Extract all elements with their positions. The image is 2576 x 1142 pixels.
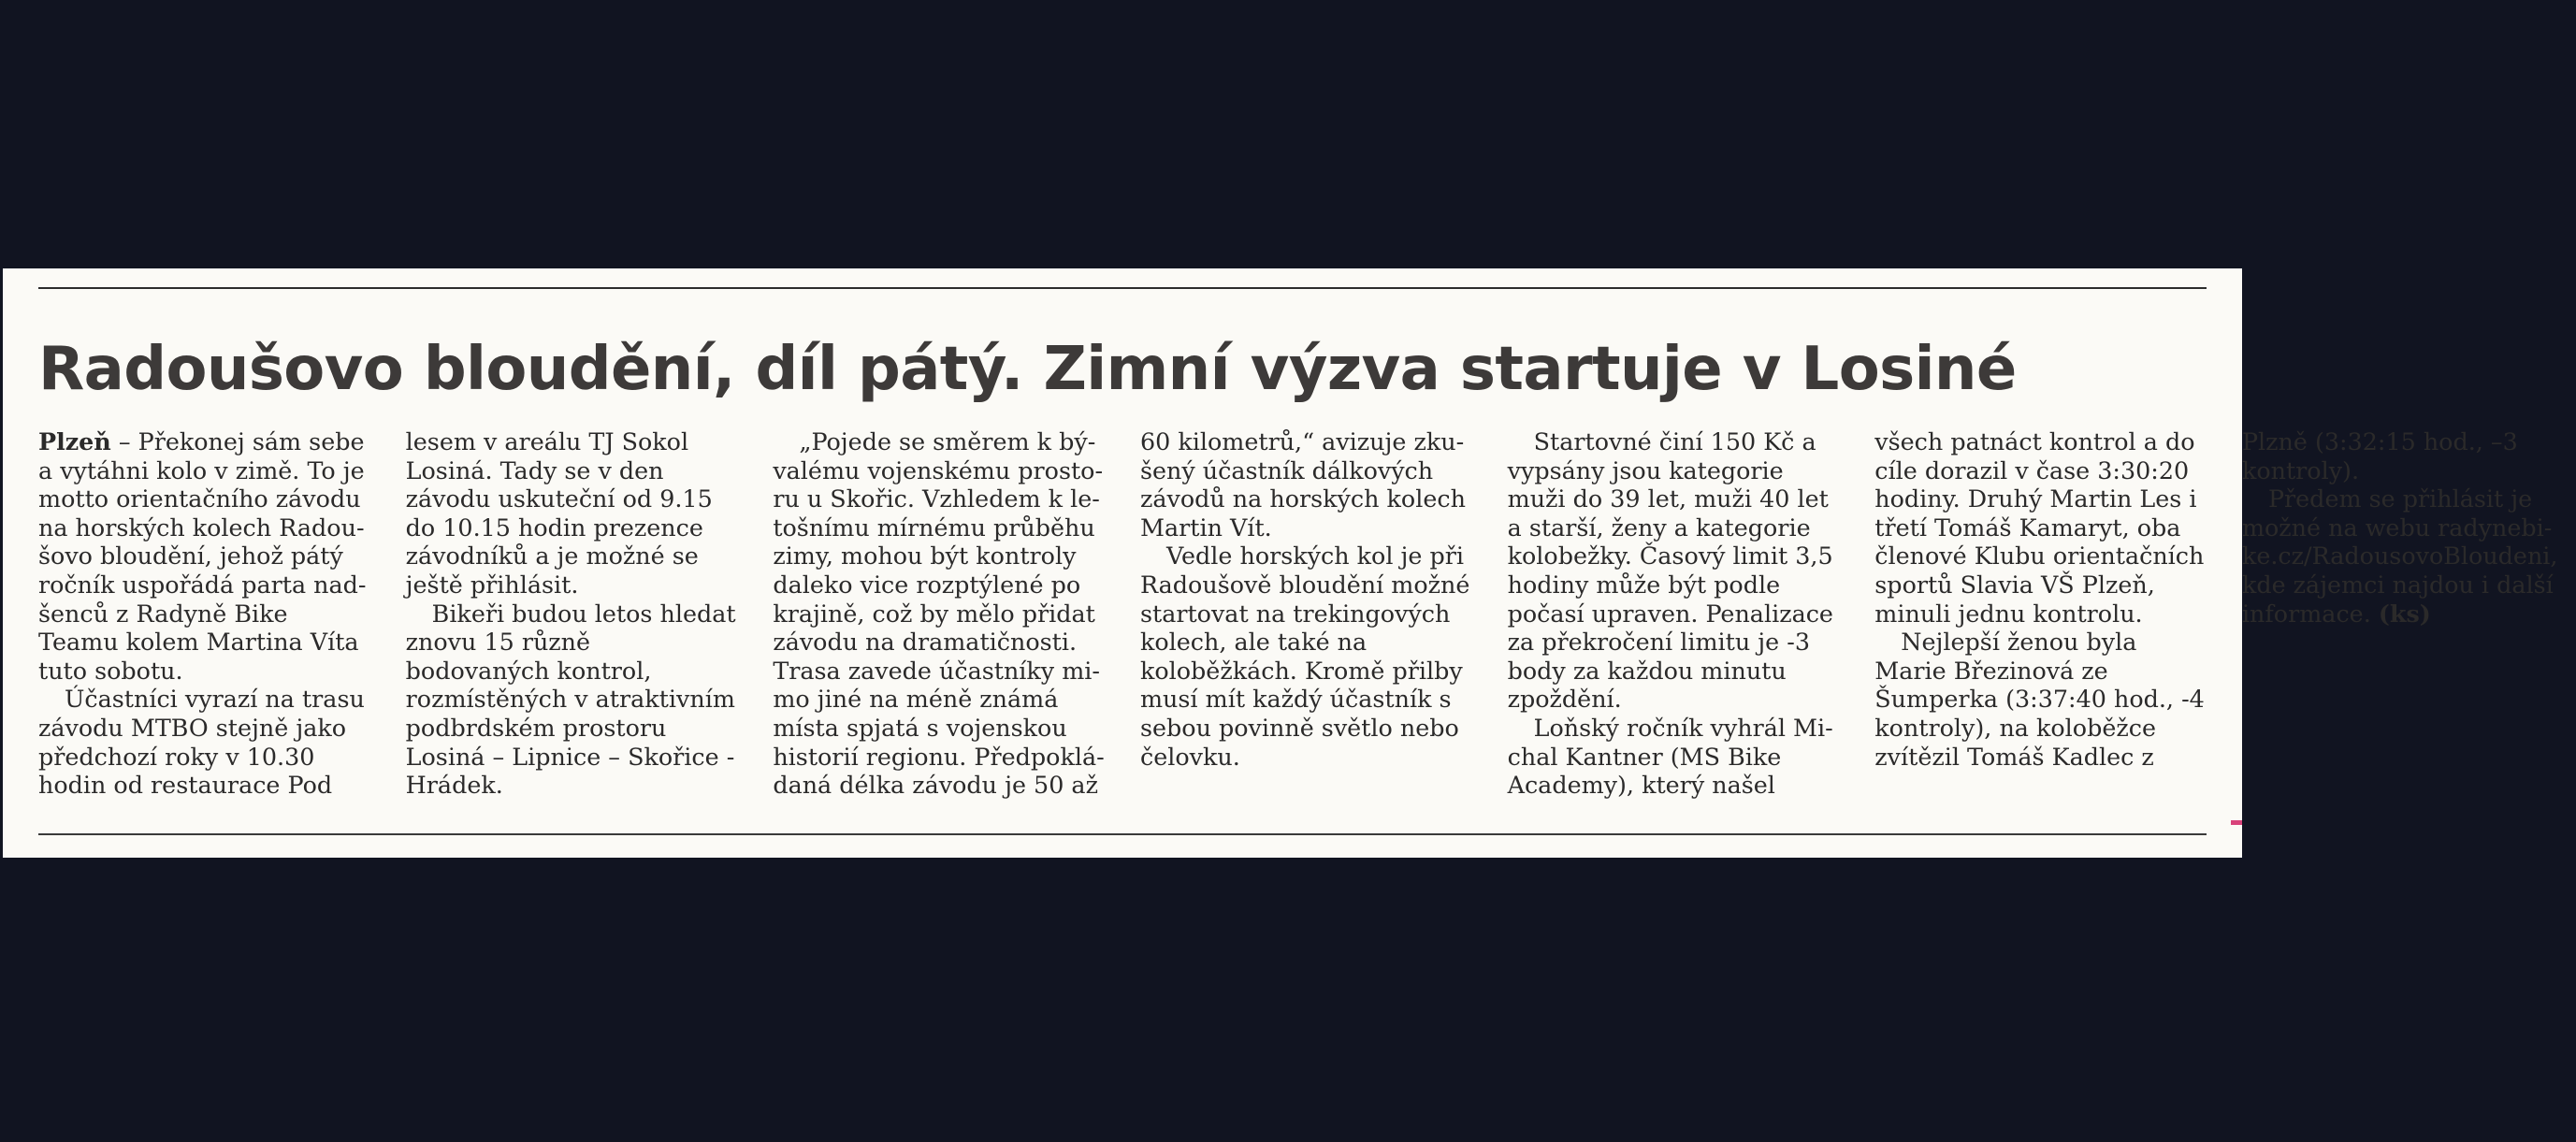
article-paragraph-8: Nejlepší ženou byla Marie Březinová ze Šumperka (3:37:40 hod., -4 kontroly), na koloběžce zvítězil Tomáš Kadlec z Plzně (3:32:15 hod., –3 kontroly). [1874, 427, 2518, 771]
article-paragraph-9 [2242, 484, 2576, 628]
article-paragraph-3: Bikeři budou letos hledat znovu 15 různě bodovaných kontrol, rozmístěných v atraktivním podbrdském prostoru Losiná – Lipnice – Skořice -Hrádek. [405, 599, 736, 800]
article-paragraph-1 [38, 427, 372, 685]
article-headline: Radoušovo bloudění, díl pátý. Zimní výzva startuje v Losiné [38, 335, 2017, 404]
dateline: Plzeň [38, 427, 111, 455]
article-body [38, 427, 2558, 820]
top-rule [38, 287, 2207, 289]
article-paragraph-7: Loňský ročník vyhrál Michal Kantner (MS Bike Academy), který našel všech patnáct kontrol a do cíle dorazil v čase 3:30:20 hodiny. Druhý Martin Les i třetí Tomáš Kamaryt, oba členové Klubu orientačních sportů Slavia VŠ Plzeň, minuli jednu kontrolu. [1507, 427, 2205, 800]
article-paragraph-4: „Pojede se směrem k bývalému vojenskému prostoru u Skořic. Vzhledem k letošnímu mírnému průběhu zimy, mohou být kontroly daleko vice rozptýlené po krajině, což by mělo přidat závodu na dramatičnosti. Trasa zavede účastníky mimo jiné na méně známá místa spjatá s vojenskou historií regionu. Předpokládaná délka závodu je 50 až 60 kilometrů,“ avizuje zkušený účastník dálkových závodů na horských kolech Martin Vít. [773, 427, 1466, 800]
edge-mark [2231, 820, 2242, 825]
article-paragraph-2: Účastníci vyrazí na trasu závodu MTBO stejně jako předchozí roky v 10.30 hodin od restaurace Pod lesem v areálu TJ Sokol Losiná. Tady se v den závodu uskuteční od 9.15 do 10.15 hodin prezence závodníků a je možné se ještě přihlásit. [38, 427, 713, 800]
paragraph-text: Předem se přihlásit je možné na webu radynebike.cz/RadousovoBloudeni, kde zájemci najdou i další informace. [2241, 484, 2558, 628]
newspaper-clipping [3, 268, 2558, 858]
article-paragraph-6: Startovné činí 150 Kč a vypsány jsou kategorie muži do 39 let, muži 40 let a starší, ženy a kategorie kolobežky. Časový limit 3,5 hodiny může být podle počasí upraven. Penalizace za překročení limitu je -3 body za každou minutu zpoždění. [1507, 427, 1833, 714]
author-signature: (ks) [2378, 599, 2431, 628]
article-paragraph-5: Vedle horských kol je při Radoušově bloudění možné startovat na trekingových kolech, ale také na koloběžkách. Kromě přilby musí mít každý účastník s sebou povinně světlo nebo čelovku. [1139, 542, 1470, 771]
paragraph-text: – Překonej sám sebe a vytáhni kolo v zimě. To je motto orientačního závodu na horských kolech Radoušovo bloudění, jehož pátý ročník uspořádá parta nadšenců z Radyně Bike Teamu kolem Martina Víta tuto sobotu. [38, 427, 367, 685]
bottom-rule [38, 833, 2207, 835]
